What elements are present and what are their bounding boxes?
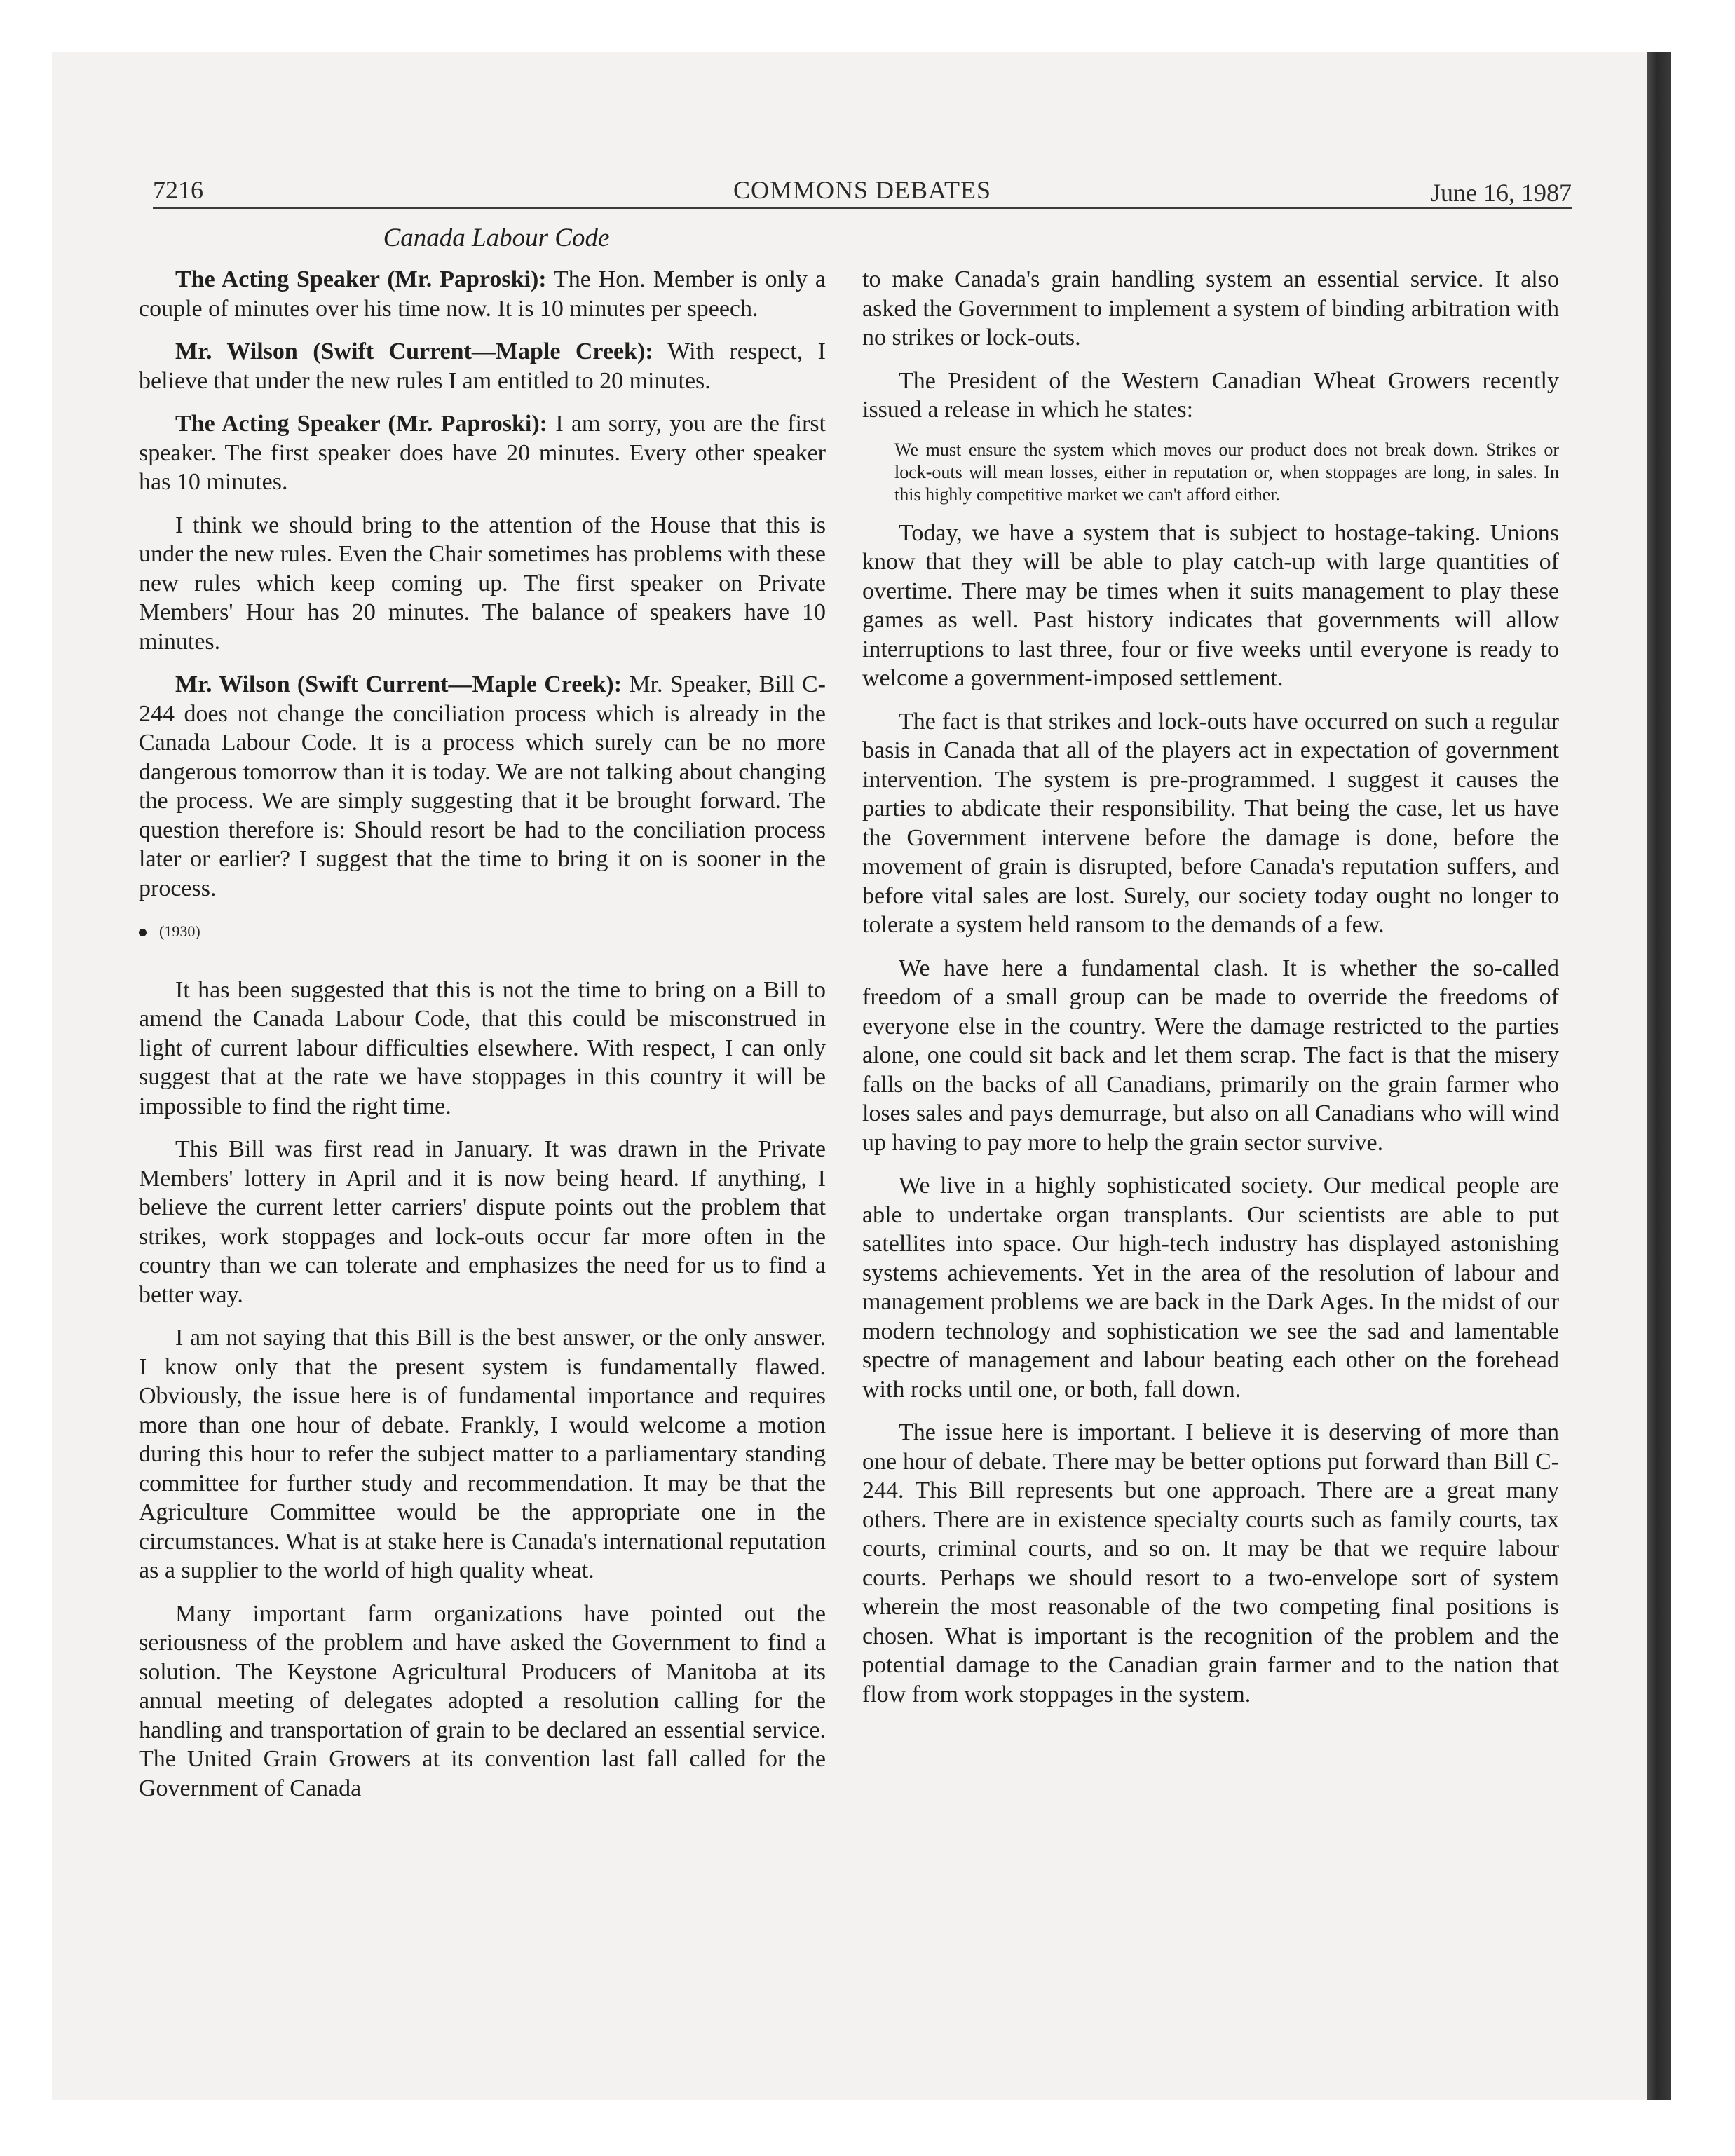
paragraph: Today, we have a system that is subject to hostage-taking. Unions know that they will be able to play catch-up with large quantities of overtime. There may be times when it suits management to play these games as well. Past history indicates that governments will allow interruptions to last three, four or five weeks until everyone is ready to welcome a government-imposed settlement. <box>862 519 1559 691</box>
paragraph: We have here a fundamental clash. It is whether the so-called freedom of a small group can be made to override the freedoms of everyone else in the country. Were the damage restricted to the parties alone, one could sit back and let them scrap. The fact is that the misery falls on the backs of all Canadians, primarily on the grain farmer who loses sales and pays demurrage, but also on all Canadians who will wind up having to pay more to help the grain sector survive. <box>862 955 1559 1156</box>
speaker-name: Mr. Wilson (Swift Current—Maple Creek): <box>175 671 622 697</box>
bullet-icon <box>139 929 147 936</box>
time-marker <box>139 917 826 946</box>
paragraph: I think we should bring to the attention of the House that this is under the new rules. Even the Chair sometimes has problems with these new rules which keep coming up. The first speaker on Private Members' Hour has 20 minutes. The balance of speakers have 10 minutes. <box>139 512 826 655</box>
block-quote <box>862 439 1559 506</box>
speech-text: I am sorry, you are the first speaker. The first speaker does have 20 minutes. Every other speaker has 10 minutes. <box>139 411 826 495</box>
paragraph: to make Canada's grain handling system an essential service. It also asked the Government to implement a system of binding arbitration with no strikes or lock-outs. <box>862 266 1559 350</box>
speech-text: Mr. Speaker, Bill C-244 does not change the conciliation process which is already in the Canada Labour Code. It is a process which surely can be no more dangerous tomorrow than it is today. We are not talking about changing the process. We are simply suggesting that it be brought forward. The question therefore is: Should resort be had to the conciliation process later or earlier? I suggest that the time to bring it on is sooner in the process. <box>139 671 826 901</box>
speaker-name: The Acting Speaker (Mr. Paproski): <box>175 411 548 437</box>
paragraph: I am not saying that this Bill is the best answer, or the only answer. I know only that the present system is fundamentally flawed. Obviously, the issue here is of fundamental importance and requires more than one hour of debate. Frankly, I would welcome a motion during this hour to refer the subject matter to a parliamentary standing committee for further study and recommendation. It may be that the Agriculture Committee would be the appropriate one in the circumstances. What is at stake here is Canada's international reputation as a supplier to the world of high quality wheat. <box>139 1325 826 1583</box>
time-marker-text: (1930) <box>159 922 200 940</box>
speech-text: The Hon. Member is only a couple of minutes over his time now. It is 10 minutes per speech. <box>139 266 826 322</box>
paragraph: This Bill was first read in January. It was drawn in the Private Members' lottery in April and it is now being heard. If anything, I believe the current letter carriers' dispute points out the problem that strikes, work stoppages and lock-outs occur far more often in the country than we can tolerate and emphasizes the need for us to find a better way. <box>139 1136 826 1308</box>
quote-text: We must ensure the system which moves our product does not break down. Strikes or lock-outs will mean losses, either in reputation or, when stoppages are long, in sales. In this highly competitive market we can't afford either. <box>894 439 1559 505</box>
publication-title: COMMONS DEBATES <box>733 176 992 204</box>
page-date: June 16, 1987 <box>1431 179 1572 207</box>
paragraph: We live in a highly sophisticated society. Our medical people are able to undertake organ transplants. Our scientists are able to put satellites into space. Our high-tech industry has displayed astonishing systems achievements. Yet in the area of the resolution of labour and management problems we are back in the Dark Ages. In the midst of our modern technology and sophistication we see the sad and lamentable spectre of management and labour beating each other on the forehead with rocks until one, or both, fall down. <box>862 1173 1559 1403</box>
subject-heading: Canada Labour Code <box>383 224 610 252</box>
paragraph: Many important farm organizations have pointed out the seriousness of the problem and have asked the Government to find a solution. The Keystone Agricultural Producers of Manitoba at its annual meeting of delegates adopted a resolution calling for the handling and transportation of grain to be declared an essential service. The United Grain Growers at its convention last fall called for the Government of Canada <box>139 1600 826 1801</box>
paragraph <box>139 265 826 323</box>
left-column <box>139 265 826 1817</box>
speaker-name: Mr. Wilson (Swift Current—Maple Creek): <box>175 339 653 364</box>
page-header <box>153 175 1572 209</box>
binding-shadow <box>1647 52 1671 2100</box>
right-column <box>862 265 1559 1723</box>
paragraph: The issue here is important. I believe it is deserving of more than one hour of debate. There may be better options put forward than Bill C-244. This Bill represents but one approach. There are a great many others. There are in existence specialty courts such as family courts, tax courts, criminal courts, and so on. It may be that we require labour courts. Perhaps we should resort to a two-envelope sort of system wherein the most reasonable of the two competing final positions is chosen. What is important is the recognition of the problem and the potential damage to the Canadian grain farmer and to the nation that flow from work stoppages in the system. <box>862 1419 1559 1707</box>
paragraph <box>139 670 826 903</box>
page-number: 7216 <box>153 176 203 204</box>
speech-text: With respect, I believe that under the new rules I am entitled to 20 minutes. <box>139 339 826 394</box>
speaker-name: The Acting Speaker (Mr. Paproski): <box>175 266 547 292</box>
paragraph <box>139 409 826 497</box>
paragraph <box>139 337 826 395</box>
paragraph: The President of the Western Canadian Wheat Growers recently issued a release in which he states: <box>862 367 1559 423</box>
paragraph: It has been suggested that this is not the time to bring on a Bill to amend the Canada Labour Code, that this could be misconstrued in light of current labour difficulties elsewhere. With respect, I can only suggest that at the rate we have stoppages in this country it will be impossible to find the right time. <box>139 976 826 1119</box>
paragraph: The fact is that strikes and lock-outs have occurred on such a regular basis in Canada that all of the players act in expectation of government intervention. The system is pre-programmed. I suggest it causes the parties to abdicate their responsibility. That being the case, let us have the Government intervene before the damage is done, before the movement of grain is disrupted, before Canada's reputation suffers, and before vital sales are lost. Surely, our society today ought no longer to tolerate a system held ransom to the demands of a few. <box>862 708 1559 938</box>
header-rule <box>153 207 1572 209</box>
